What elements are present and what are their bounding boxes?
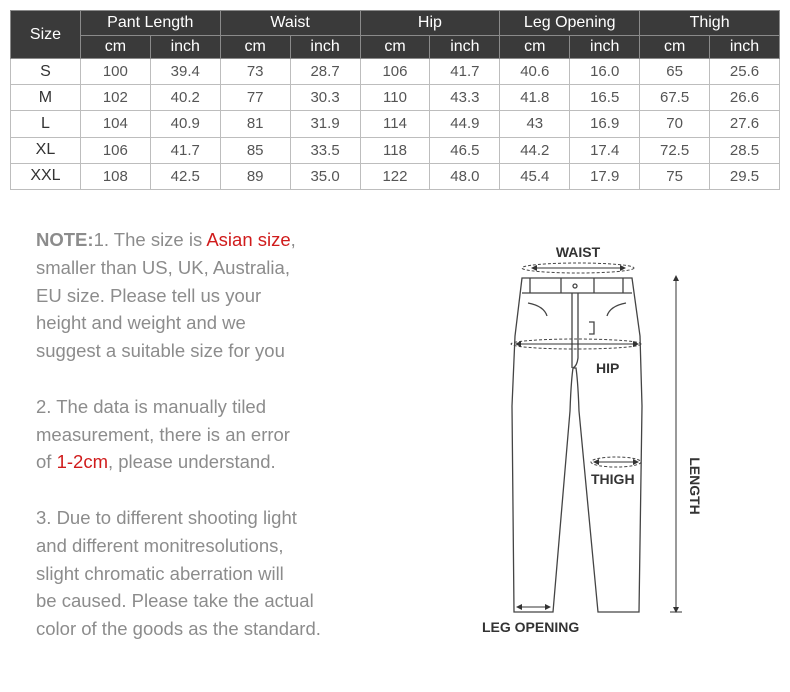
table-cell: 45.4 [500,163,570,189]
table-cell: 77 [220,85,290,111]
unit-header: inch [710,36,780,59]
note-text: , please understand. [107,451,276,473]
note-line: smaller than US, UK, Australia, [36,256,290,278]
group-header-waist: Waist [220,11,360,36]
table-cell: 43.3 [430,85,500,111]
table-unit-row [11,36,780,59]
table-cell: 40.2 [150,85,220,111]
table-cell: 75 [640,163,710,189]
table-cell: 108 [80,163,150,189]
notes-section [36,226,436,671]
size-cell: L [11,111,81,137]
note-highlight: Asian size [206,229,291,250]
table-row [11,59,780,85]
note-line: slight chromatic aberration will [36,562,284,584]
unit-header: inch [150,36,220,59]
group-header-thigh: Thigh [640,11,780,36]
size-cell: S [11,59,81,85]
unit-header: cm [640,36,710,59]
table-cell: 35.0 [290,163,360,189]
table-cell: 85 [220,137,290,163]
table-cell: 30.3 [290,85,360,111]
note-2 [36,393,436,476]
table-cell: 17.4 [570,137,640,163]
note-line: measurement, there is an error [36,423,290,445]
note-text: , [290,229,296,250]
thigh-label: THIGH [591,471,635,487]
table-cell: 42.5 [150,163,220,189]
note-line: 2. The data is manually tiled [36,395,267,417]
unit-header: inch [570,36,640,59]
table-cell: 81 [220,111,290,137]
pants-measurement-diagram [470,236,770,646]
table-cell: 39.4 [150,59,220,85]
note-line: suggest a suitable size for you [36,340,285,362]
note-text: 1. The size is [93,229,207,250]
unit-header: cm [360,36,430,59]
note-line: be caused. Please take the actual [36,590,314,612]
note-highlight: 1-2cm [56,451,108,473]
table-cell: 41.8 [500,85,570,111]
table-cell: 122 [360,163,430,189]
note-line: color of the goods as the standard. [36,618,321,640]
note-label: NOTE: [36,229,94,250]
table-cell: 16.9 [570,111,640,137]
table-cell: 16.5 [570,85,640,111]
leg-opening-label: LEG OPENING [482,619,580,635]
note-1 [36,226,436,365]
table-cell: 44.2 [500,137,570,163]
table-row [11,137,780,163]
table-cell: 46.5 [430,137,500,163]
size-cell: XXL [11,163,81,189]
size-cell: M [11,85,81,111]
waist-label: WAIST [555,244,601,260]
group-header-leg-opening: Leg Opening [500,11,640,36]
pants-outline-icon [512,278,642,612]
table-cell: 40.9 [150,111,220,137]
table-cell: 44.9 [430,111,500,137]
table-cell: 67.5 [640,85,710,111]
table-cell: 25.6 [710,59,780,85]
table-cell: 70 [640,111,710,137]
group-header-pant-length: Pant Length [80,11,220,36]
table-cell: 33.5 [290,137,360,163]
table-cell: 17.9 [570,163,640,189]
table-cell: 48.0 [430,163,500,189]
table-row [11,85,780,111]
size-cell: XL [11,137,81,163]
unit-header: cm [500,36,570,59]
table-row [11,111,780,137]
note-line: height and weight and we [36,312,246,334]
table-cell: 102 [80,85,150,111]
size-header: Size [11,11,81,59]
unit-header: inch [290,36,360,59]
table-header-row [11,11,780,36]
table-cell: 31.9 [290,111,360,137]
table-cell: 40.6 [500,59,570,85]
table-cell: 27.6 [710,111,780,137]
table-cell: 41.7 [430,59,500,85]
table-cell: 26.6 [710,85,780,111]
table-cell: 72.5 [640,137,710,163]
note-line: EU size. Please tell us your [36,284,262,306]
note-1-first-line [36,226,436,254]
table-cell: 114 [360,111,430,137]
note-text: of [36,451,57,473]
table-cell: 28.5 [710,137,780,163]
note-line: 3. Due to different shooting light [36,506,297,528]
group-header-hip: Hip [360,11,500,36]
note-2-last-line [36,448,436,476]
length-label: LENGTH [687,457,703,515]
unit-header: cm [80,36,150,59]
note-3 [36,504,436,643]
table-cell: 106 [80,137,150,163]
table-cell: 89 [220,163,290,189]
table-cell: 65 [640,59,710,85]
table-row [11,163,780,189]
size-table [10,10,780,190]
table-cell: 28.7 [290,59,360,85]
note-line: and different monitresolutions, [36,534,284,556]
table-cell: 118 [360,137,430,163]
hip-label: HIP [596,360,620,376]
table-cell: 106 [360,59,430,85]
table-cell: 41.7 [150,137,220,163]
unit-header: cm [220,36,290,59]
table-cell: 104 [80,111,150,137]
table-cell: 43 [500,111,570,137]
table-cell: 100 [80,59,150,85]
table-cell: 110 [360,85,430,111]
table-cell: 73 [220,59,290,85]
table-cell: 29.5 [710,163,780,189]
unit-header: inch [430,36,500,59]
table-cell: 16.0 [570,59,640,85]
